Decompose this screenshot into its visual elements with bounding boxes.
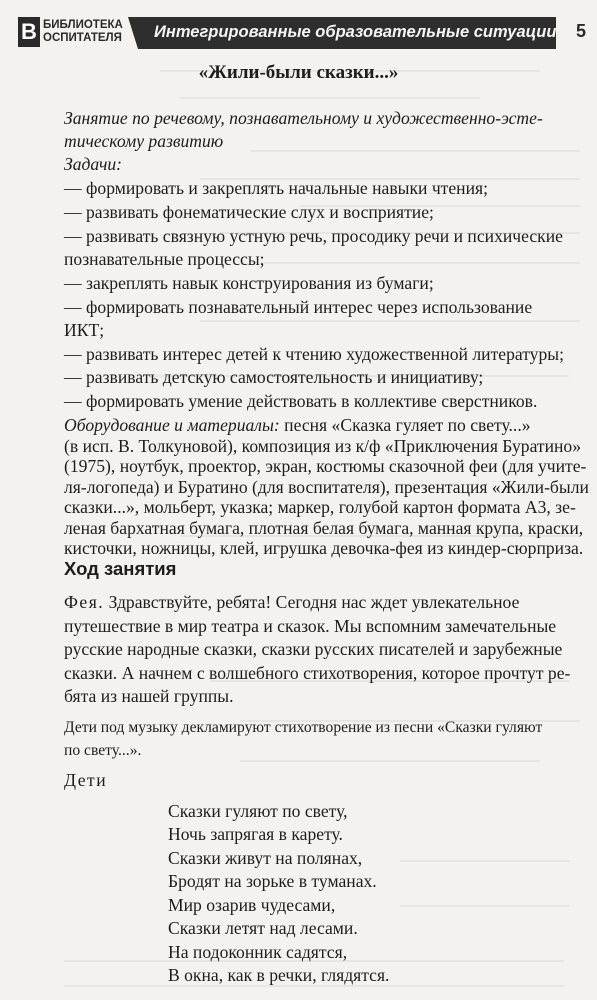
poem-line: Бродят на зорьке в туманах. (168, 871, 377, 891)
task-item: — развивать детскую самостоятельность и инициативу; (64, 367, 484, 387)
poem-line: Сказки гуляют по свету, (168, 801, 348, 821)
children-speaker: Дети (64, 770, 108, 790)
library-logo-text (43, 19, 123, 45)
fairy-line (64, 591, 519, 613)
poem-line: Ночь запрягая в карету. (168, 824, 343, 844)
equipment-label: Оборудование и материалы: (64, 415, 280, 435)
logo-line-2: ОСПИТАТЕЛЯ (43, 32, 122, 44)
poem-line: Мир озарив чудесами, (168, 895, 336, 915)
stage-direction-1: Дети под музыку декламируют стихотворение из песни «Сказки гуляют (64, 719, 543, 736)
equipment-line: ля-логопеда) и Буратино (для воспитателя), презентация «Жили-были (64, 477, 589, 497)
task-item: — формировать умение действовать в коллективе сверстников. (64, 391, 538, 411)
lesson-title: «Жили-были сказки...» (198, 62, 399, 83)
equipment-line: сказки...», мольберт, указка; маркер, голубой картон формата А3, зе- (64, 497, 576, 517)
section-heading: Ход занятия (64, 558, 177, 579)
task-item: — развивать интерес детей к чтению художественной литературы; (64, 344, 564, 364)
equipment-line-last: кисточки, ножницы, клей, игрушка девочка-фея из киндер-сюрприза. (64, 538, 584, 558)
task-item: ИКТ; (64, 320, 105, 340)
poem-line: Сказки летят над лесами. (168, 918, 358, 938)
lesson-subtitle-2: тическому развитию (64, 131, 224, 151)
page-number: 5 (575, 21, 586, 41)
fairy-text: Здравствуйте, ребята! Сегодня нас ждет увлекательное (104, 592, 520, 612)
tasks-label: Задачи: (64, 154, 123, 174)
section-title: Интегрированные образовательные ситуации (154, 23, 557, 41)
task-item: — развивать фонематические слух и восприятие; (64, 202, 434, 222)
equipment-text: песня «Сказка гуляет по свету...» (279, 415, 531, 435)
task-item: — развивать связную устную речь, просодику речи и психические (64, 226, 563, 246)
equipment-line: (в исп. В. Толкуновой), композиция из к/ф «Приключения Буратино» (64, 436, 582, 456)
logo-line-1: БИБЛИОТЕКА (43, 19, 123, 31)
lesson-subtitle-1: Занятие по речевому, познавательному и художественно-эсте- (64, 108, 543, 128)
poem-line: Сказки живут на полянах, (168, 848, 363, 868)
fairy-line: русские народные сказки, сказки русских писателей и зарубежные (64, 639, 563, 659)
library-logo-icon: В (18, 17, 40, 47)
fairy-line: путешествие в мир театра и сказок. Мы вспомним замечательные (64, 616, 557, 636)
equipment-line: леная бархатная бумага, плотная белая бумага, манная крупа, краски, (64, 518, 584, 538)
fairy-line: бята из нашей группы. (64, 686, 234, 706)
equipment-line: (1975), ноутбук, проектор, экран, костюмы сказочной феи (для учите- (64, 456, 587, 476)
page-header (18, 17, 586, 50)
task-item: — закреплять навык конструирования из бумаги; (64, 273, 434, 293)
stage-direction-2: по свету...». (64, 742, 142, 759)
task-item: — формировать познавательный интерес через использование (64, 297, 533, 317)
task-item: — формировать и закреплять начальные навыки чтения; (64, 178, 488, 198)
task-item: познавательные процессы; (64, 249, 265, 269)
fairy-line: сказки. А начнем с волшебного стихотворения, которое прочтут ре- (64, 663, 571, 683)
poem-line: В окна, как в речки, глядятся. (168, 965, 390, 985)
section-title-bar (138, 17, 556, 49)
poem-line: На подоконник садятся, (168, 942, 348, 962)
fairy-speaker: Фея. (64, 592, 105, 612)
equipment-line (64, 414, 531, 436)
